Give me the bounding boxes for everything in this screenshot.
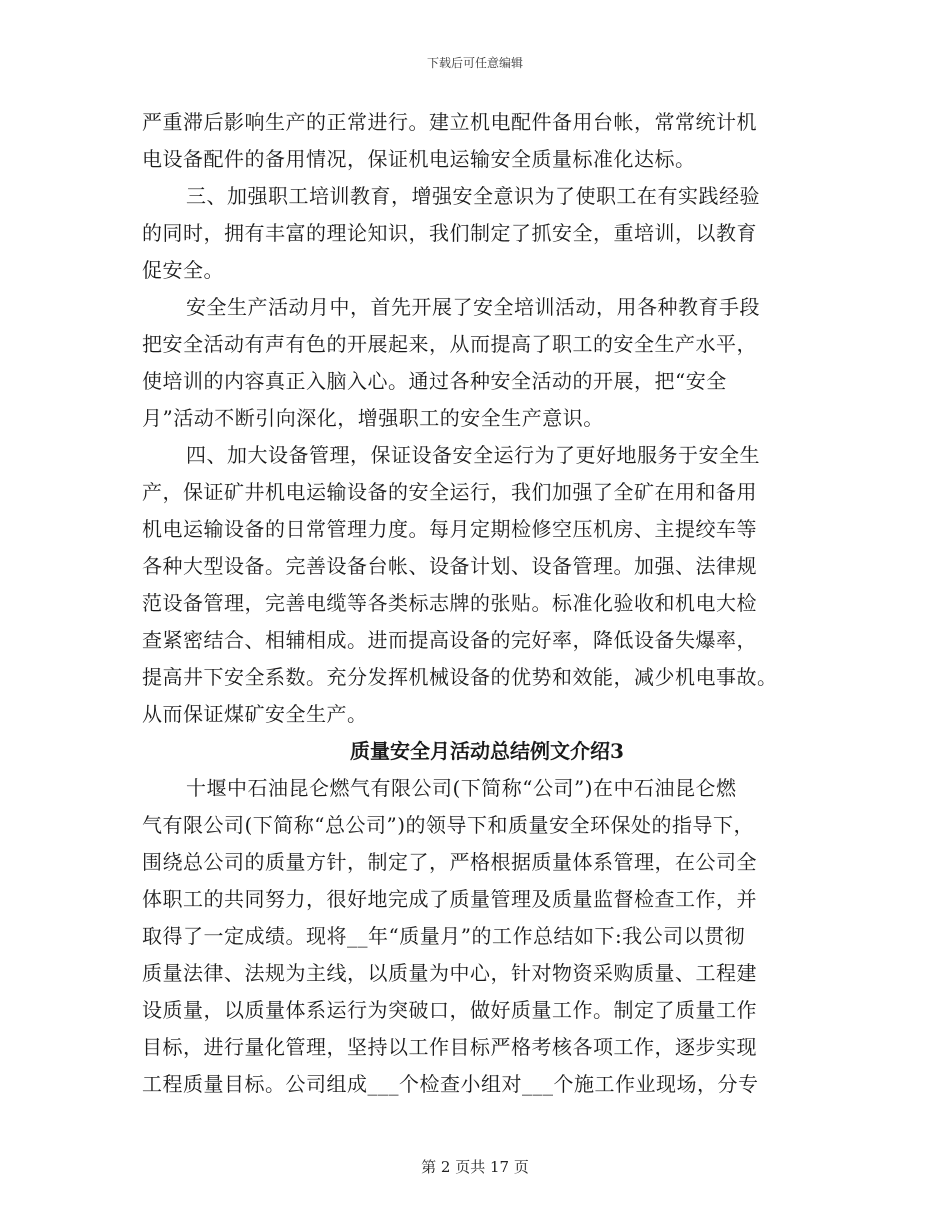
text-line: 使培训的内容真正入脑入心。通过各种安全活动的开展，把“安全 — [142, 369, 727, 393]
page-header: 下载后可任意编辑 — [426, 56, 523, 70]
document-body — [142, 106, 812, 1105]
text-line: 产，保证矿井机电运输设备的安全运行，我们加强了全矿在用和备用 — [142, 480, 757, 504]
text-line: 质量法律、法规为主线，以质量为中心，针对物资采购质量、工程建 — [142, 961, 757, 985]
text-line: 体职工的共同努力，很好地完成了质量管理及质量监督检查工作，并 — [142, 887, 757, 911]
text-line: 机电运输设备的日常管理力度。每月定期检修空压机房、主提绞车等 — [142, 517, 757, 541]
text-line: 三、加强职工培训教育，增强安全意识为了使职工在有实践经验 — [186, 184, 760, 208]
text-line: 目标，进行量化管理，坚持以工作目标严格考核各项工作，逐步实现 — [142, 1035, 757, 1059]
text-line: 严重滞后影响生产的正常进行。建立机电配件备用台帐，常常统计机 — [142, 110, 757, 134]
text-line: 范设备管理，完善电缆等各类标志牌的张贴。标准化验收和机电大检 — [142, 591, 757, 615]
text-line: 查紧密结合、相辅相成。进而提高设备的完好率，降低设备失爆率， — [142, 628, 757, 652]
text-line: 电设备配件的备用情况，保证机电运输安全质量标准化达标。 — [142, 147, 696, 171]
text-line: 围绕总公司的质量方针，制定了，严格根据质量体系管理，在公司全 — [142, 850, 757, 874]
text-line: 取得了一定成绩。现将__年“质量月”的工作总结如下:我公司以贯彻 — [142, 924, 746, 948]
text-line: 气有限公司(下简称“总公司”)的领导下和质量安全环保处的指导下， — [142, 813, 755, 837]
page-footer: 第 2 页共 17 页 — [421, 1158, 529, 1176]
section-after-heading — [142, 772, 812, 1100]
text-line: 工程质量目标。公司组成___个检查小组对___个施工作业现场，分专 — [142, 1072, 759, 1096]
text-line: 促安全。 — [142, 258, 224, 282]
text-line: 的同时，拥有丰富的理论知识，我们制定了抓安全，重培训，以教育 — [142, 221, 757, 245]
text-line: 把安全活动有声有色的开展起来，从而提高了职工的安全生产水平， — [142, 332, 757, 356]
text-line: 提高井下安全系数。充分发挥机械设备的优势和效能，减少机电事故。 — [142, 665, 778, 689]
text-line: 从而保证煤矿安全生产。 — [142, 702, 368, 726]
text-line: 月”活动不断引向深化，增强职工的安全生产意识。 — [142, 406, 604, 430]
section-before-heading — [142, 106, 812, 730]
section-heading: 质量安全月活动总结例文介绍3 — [350, 739, 624, 763]
text-line: 十堰中石油昆仑燃气有限公司(下简称“公司”)在中石油昆仑燃 — [186, 776, 737, 800]
text-line: 设质量，以质量体系运行为突破口，做好质量工作。制定了质量工作 — [142, 998, 757, 1022]
text-line: 四、加大设备管理，保证设备安全运行为了更好地服务于安全生 — [186, 443, 760, 467]
text-line: 各种大型设备。完善设备台帐、设备计划、设备管理。加强、法律规 — [142, 554, 757, 578]
text-line: 安全生产活动月中，首先开展了安全培训活动，用各种教育手段 — [186, 295, 760, 319]
